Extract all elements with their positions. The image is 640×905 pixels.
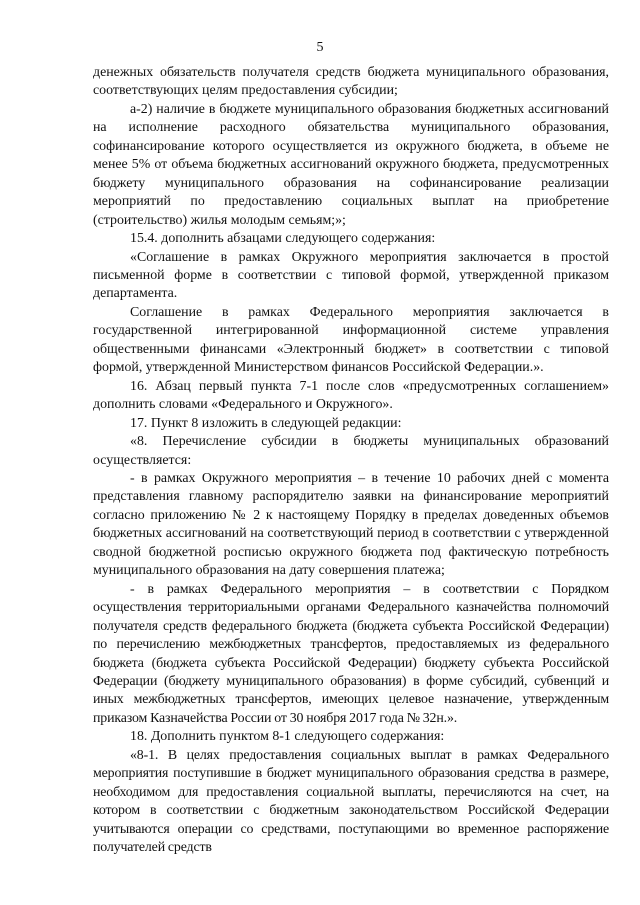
paragraph-8: «8. Перечисление субсидии в бюджеты муниципальных образований осуществляется: — [93, 434, 609, 468]
paragraph-okrug-transfer: - в рамках Окружного мероприятия – в течение 10 рабочих дней с момента представления главному распорядителю заявки на финансирование мероприятий согласно приложению № 2 к настоящему Порядку в пределах доведенных объемов бюджетных ассигнований на соответствующий период в соответствии с утвержденной сводной бюджетной росписью окружного бюджета под фактическую потребность муниципального образования на дату совершения платежа; — [93, 470, 609, 579]
paragraph-okrug-agreement: «Соглашение в рамках Окружного мероприятия заключается в простой письменной форме в соответствии с типовой формой, утвержденной приказом департамента. — [93, 249, 609, 302]
paragraph-federal-agreement: Соглашение в рамках Федерального мероприятия заключается в государственной интегрированной информационной системе управления общественными финансами «Электронный бюджет» в соответствии с типовой формой, утвержденной Министерством финансов Российской Федерации.». — [93, 304, 609, 376]
paragraph-a2: а-2) наличие в бюджете муниципального образования бюджетных ассигнований на исполнение расходного обязательства муниципального образования, софинансирование которого осуществляется из окружного бюджета, в объеме не менее 5% от объема бюджетных ассигнований окружного бюджета, предусмотренных бюджету муниципального образования на софинансирование реализации мероприятий по предоставлению социальных выплат на приобретение (строительство) жилья молодым семьям;»; — [93, 101, 609, 228]
paragraph-18: 18. Дополнить пунктом 8-1 следующего содержания: — [130, 729, 445, 745]
page-number: 5 — [316, 40, 324, 55]
paragraph-federal-transfer: - в рамках Федерального мероприятия – в соответствии с Порядком осуществления территориальными органами Федерального казначейства полномочий получателя средств федерального бюджета (бюджета субъекта Российской Федерации) по перечислению межбюджетных трансфертов, предоставляемых из федерального бюджета (бюджета субъекта Российской Федерации) бюджету субъекта Российской Федерации (бюджету муниципального образования) в форме субсидий, субвенций и иных межбюджетных трансфертов, имеющих целевое назначение, утвержденным приказом Казначейства России от 30 ноября 2017 года № 32н.». — [93, 581, 609, 726]
document-body — [93, 64, 609, 857]
paragraph-16: 16. Абзац первый пункта 7-1 после слов «предусмотренных соглашением» дополнить словами «Федерального и Окружного». — [93, 378, 609, 413]
paragraph-15-4: 15.4. дополнить абзацами следующего содержания: — [130, 231, 436, 247]
paragraph-continuation: денежных обязательств получателя средств бюджета муниципального образования, соответствующих целям предоставления субсидии; — [93, 65, 609, 99]
paragraph-17: 17. Пункт 8 изложить в следующей редакции: — [130, 415, 402, 431]
paragraph-8-1: «8-1. В целях предоставления социальных выплат в рамках Федерального мероприятия поступившие в бюджет муниципального образования средства в размере, необходимом для предоставления социальной выплаты, перечисляются на счет, на котором в соответствии с бюджетным законодательством Российской Федерации учитываются операции со средствами, поступающими во временное распоряжение получателей средств — [93, 747, 609, 856]
